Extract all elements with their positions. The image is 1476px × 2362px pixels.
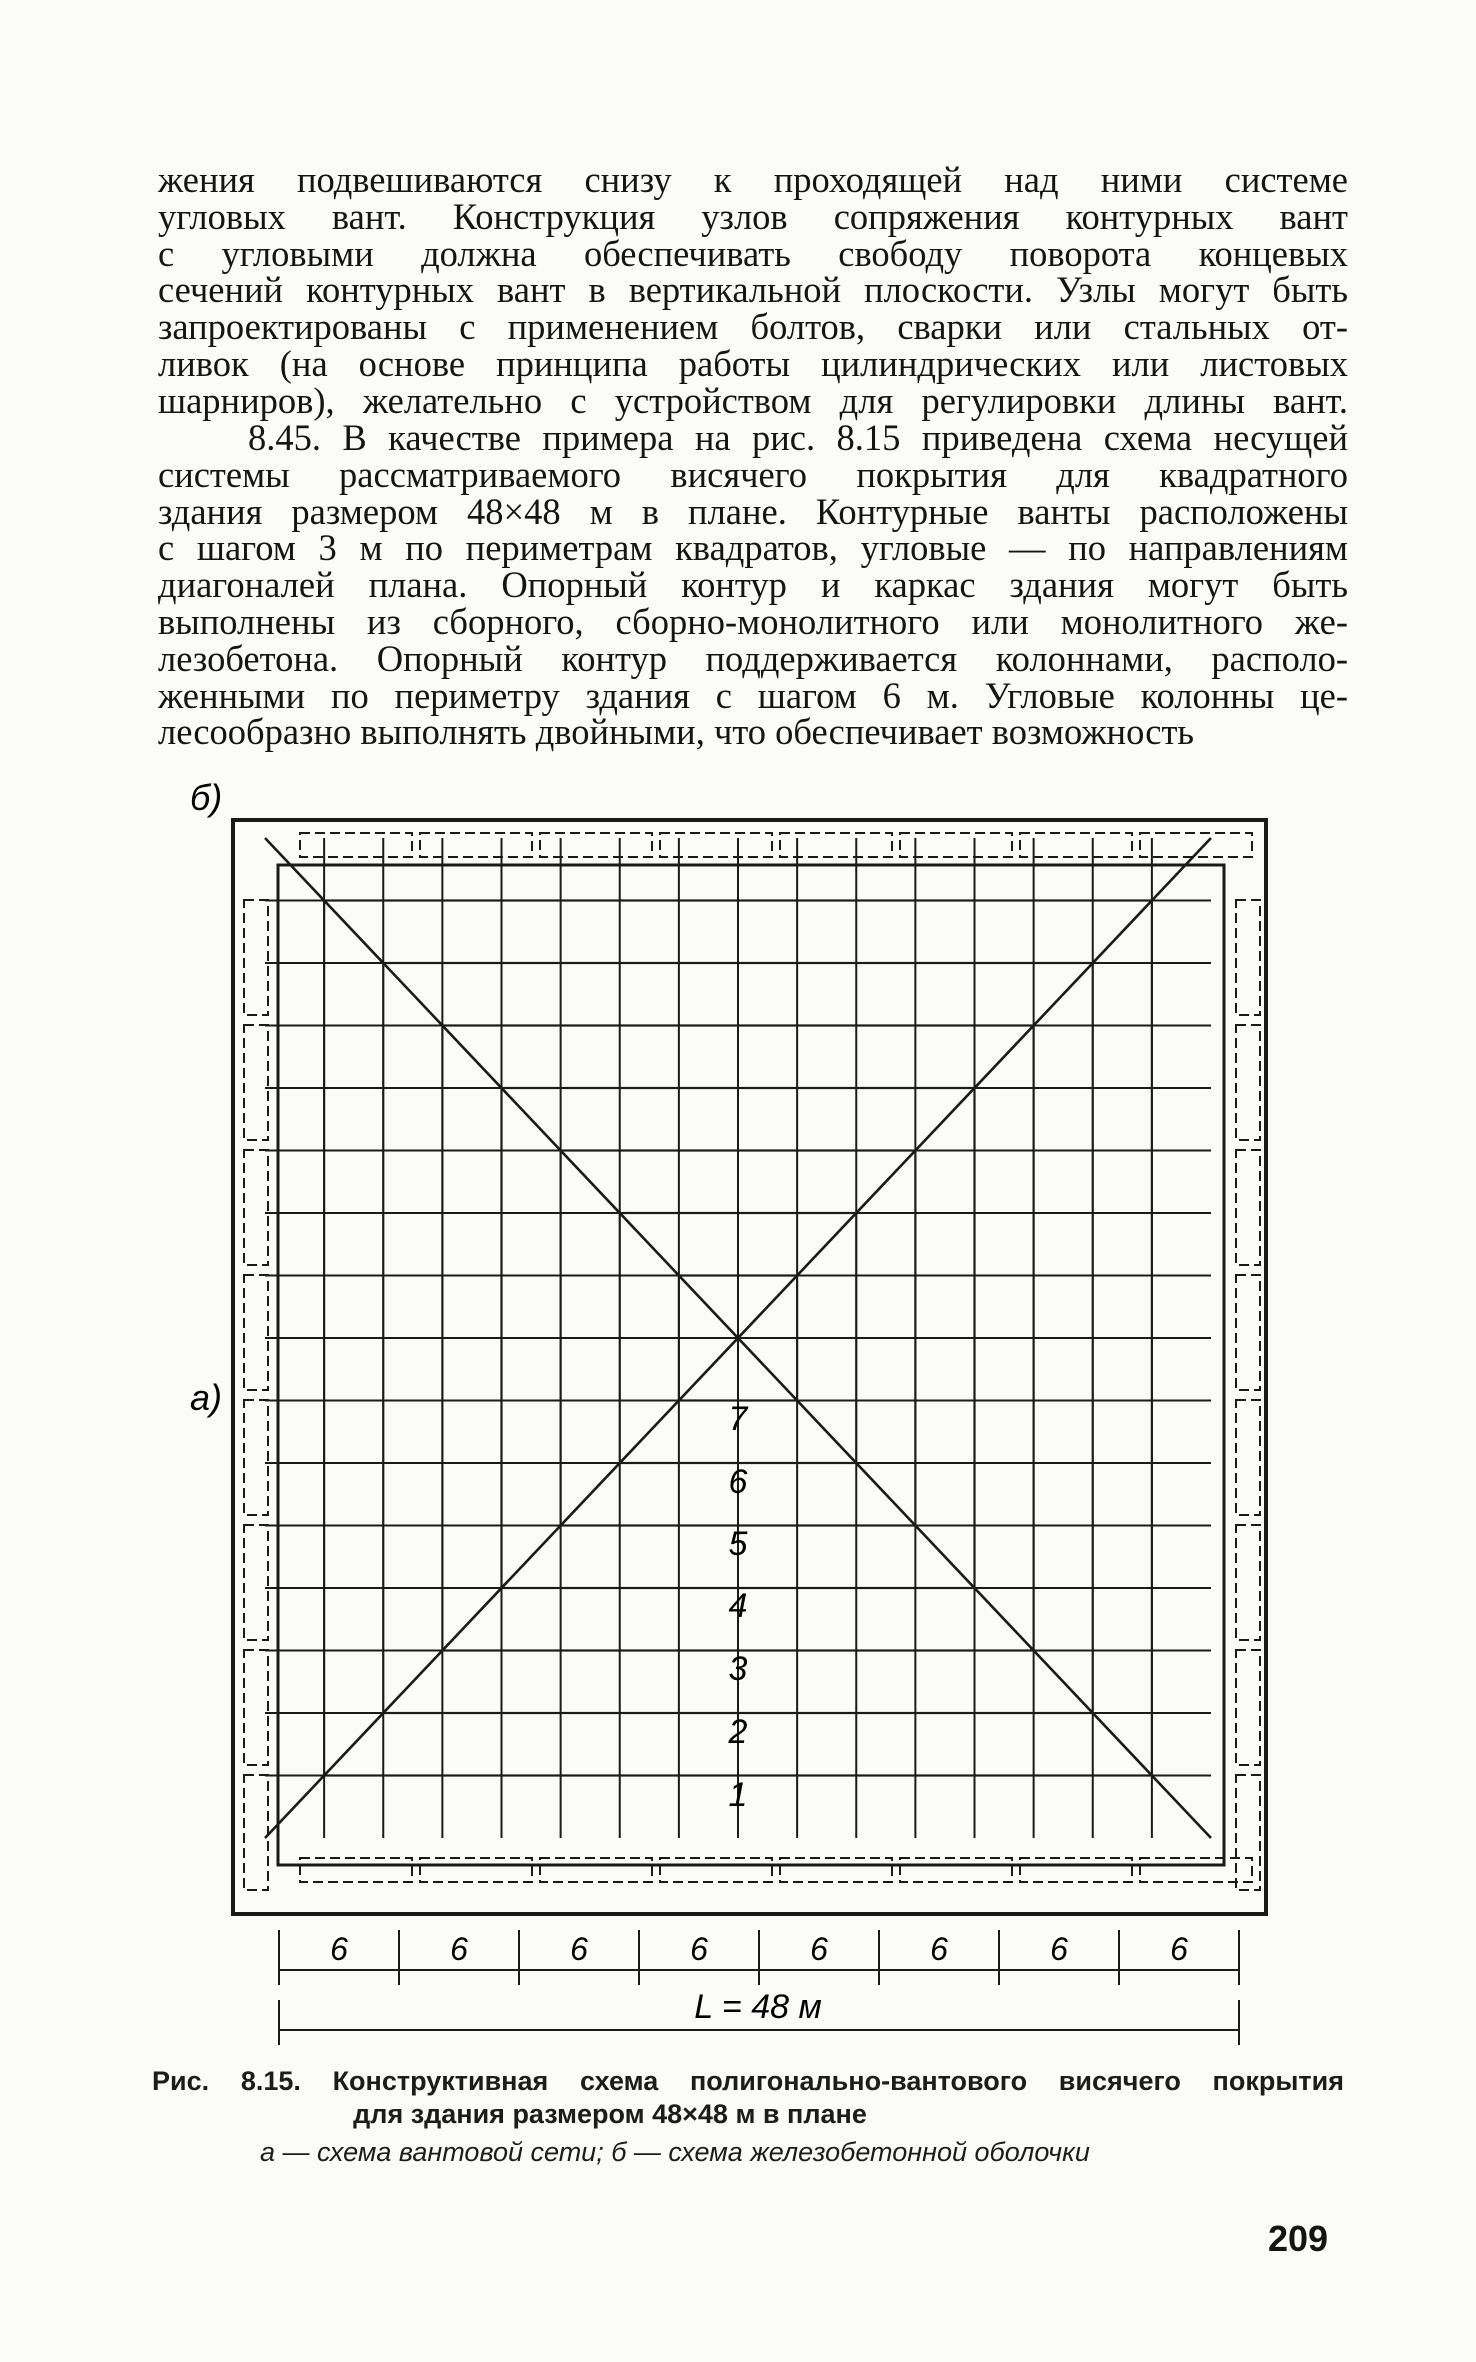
shell-panel — [780, 1858, 892, 1882]
text-line: шарниров), желательно с устройством для регулировки длины вант. — [158, 379, 1348, 421]
span-label: 6 — [1050, 1931, 1068, 1967]
shell-panel — [244, 1650, 268, 1765]
span-label: 6 — [690, 1931, 708, 1967]
total-dimension-label: L = 48 м — [694, 1988, 822, 2026]
shell-panel — [1236, 1025, 1260, 1140]
outer-frame — [233, 820, 1266, 1914]
text-line: 8.45. В качестве примера на рис. 8.15 приведена схема несущей — [248, 417, 1348, 458]
shell-panel — [244, 1775, 268, 1890]
shell-panel — [1236, 1400, 1260, 1515]
inner-frame — [278, 865, 1224, 1865]
text-line: диагоналей плана. Опорный контур и каркас здания могут быть — [158, 564, 1348, 606]
shell-panel — [540, 1858, 652, 1882]
shell-panel — [660, 833, 772, 857]
shell-panel — [540, 833, 652, 857]
shell-panel — [660, 1858, 772, 1882]
text-line: жения подвешиваются снизу к проходящей над ними системе — [158, 159, 1348, 200]
shell-panel — [244, 1275, 268, 1390]
shell-panel — [900, 833, 1012, 857]
ring-number-7: 7 — [728, 1400, 748, 1438]
shell-panel — [900, 1858, 1012, 1882]
shell-panel — [1236, 1650, 1260, 1765]
shell-panel — [1236, 1150, 1260, 1265]
shell-panel — [1236, 900, 1260, 1015]
shell-panel — [244, 1025, 268, 1140]
ring-number-5: 5 — [728, 1525, 748, 1563]
ring-number-4: 4 — [728, 1587, 748, 1625]
text-line: здания размером 48×48 м в плане. Контурные ванты расположены — [158, 490, 1348, 532]
shell-panel — [244, 1525, 268, 1640]
ring-number-6: 6 — [728, 1463, 748, 1501]
text-line: угловых вант. Конструкция узлов сопряжения контурных вант — [158, 195, 1348, 237]
span-label: 6 — [930, 1931, 948, 1967]
shell-panel — [300, 833, 412, 857]
ring-number-2: 2 — [728, 1713, 748, 1751]
figure-caption-subtitle: для здания размером 48×48 м в плане — [353, 2099, 867, 2129]
text-line: лезобетона. Опорный контур поддерживается колоннами, располо- — [158, 637, 1348, 679]
text-line: с угловыми должна обеспечивать свободу поворота концевых — [158, 232, 1348, 274]
span-label: 6 — [810, 1931, 828, 1967]
shell-panel — [1236, 1525, 1260, 1640]
span-label: 6 — [330, 1931, 348, 1967]
ring-number-3: 3 — [728, 1650, 748, 1688]
span-label: 6 — [1170, 1931, 1188, 1967]
text-line: сечений контурных вант в вертикальной плоскости. Узлы могут быть — [158, 269, 1348, 311]
shell-panels — [244, 833, 1260, 1890]
text-line: лесообразно выполнять двойными, что обеспечивает возможность — [158, 711, 1195, 753]
page-number: 209 — [1268, 2218, 1329, 2259]
text-line: запроектированы с применением болтов, сварки или стальных от- — [158, 306, 1348, 348]
ring-number-1: 1 — [728, 1776, 748, 1814]
text-line: системы рассматриваемого висячего покрытия для квадратного — [158, 453, 1348, 495]
text-line: ливок (на основе принципа работы цилиндрических или листовых — [158, 342, 1348, 384]
shell-panel — [244, 900, 268, 1015]
span-label: 6 — [570, 1931, 588, 1967]
contour-squares — [233, 820, 1266, 1914]
figure-caption-title: Рис. 8.15. Конструктивная схема полигонально-вантового висячего покрытия — [152, 2066, 1344, 2096]
shell-panel — [420, 833, 532, 857]
shell-panel — [1236, 1275, 1260, 1390]
span-label: 6 — [450, 1931, 468, 1967]
text-line: с шагом 3 м по периметрам квадратов, угловые — по направлениям — [158, 527, 1348, 569]
figure-caption-legend: а — схема вантовой сети; б — схема железобетонной оболочки — [260, 2137, 1090, 2167]
shell-panel — [1236, 1775, 1260, 1890]
label-b: б) — [190, 777, 223, 818]
text-line: женными по периметру здания с шагом 6 м. Угловые колонны це- — [158, 674, 1348, 716]
shell-panel — [244, 1150, 268, 1265]
shell-panel — [420, 1858, 532, 1882]
shell-panel — [300, 1858, 412, 1882]
shell-panel — [1020, 1858, 1132, 1882]
shell-panel — [244, 1400, 268, 1515]
text-line: выполнены из сборного, сборно-монолитного или монолитного же- — [158, 600, 1348, 642]
shell-panel — [1020, 833, 1132, 857]
label-a: а) — [190, 1377, 223, 1418]
